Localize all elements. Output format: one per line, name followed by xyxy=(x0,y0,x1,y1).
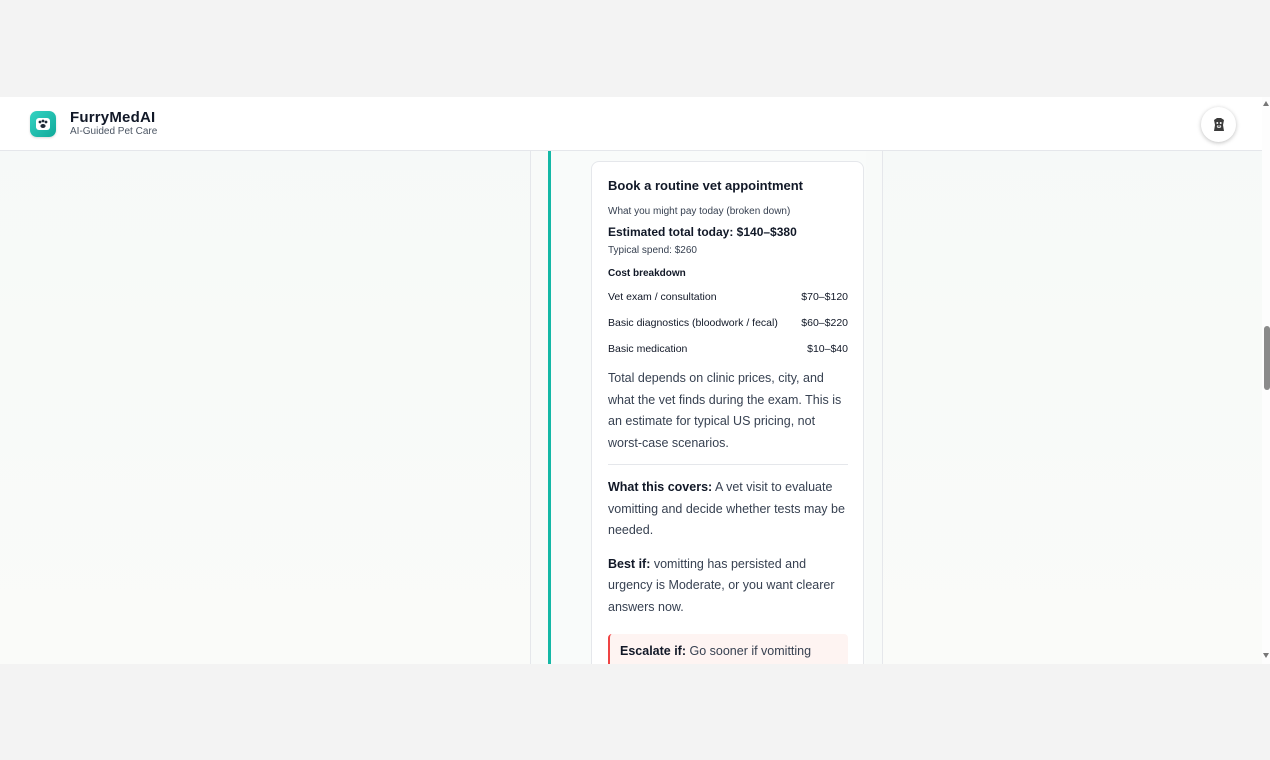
escalate-label: Escalate if: xyxy=(620,644,687,658)
vertical-scrollbar[interactable] xyxy=(1262,97,1270,664)
scrollbar-thumb[interactable] xyxy=(1264,326,1270,390)
escalate-text: Go sooner if vomitting xyxy=(686,644,812,658)
breakdown-label: Basic medication xyxy=(608,343,688,355)
breakdown-row xyxy=(608,317,848,329)
assistant-message xyxy=(548,151,866,664)
app-name: FurryMedAI xyxy=(70,108,156,126)
best-if-text: vomitting has persisted and urgency is Moderate, or you want clearer answers now. xyxy=(608,556,835,614)
option-title: Book a routine vet appointment xyxy=(608,178,804,193)
brand-block[interactable] xyxy=(70,110,157,138)
scroll-down-arrow-icon[interactable] xyxy=(1263,653,1269,658)
breakdown-price: $10–$40 xyxy=(807,343,848,355)
dog-avatar-icon[interactable] xyxy=(1201,107,1236,142)
app-viewport xyxy=(0,97,1270,664)
breakdown-label: Vet exam / consultation xyxy=(608,291,717,303)
paw-logo-icon[interactable] xyxy=(30,111,56,137)
breakdown-row xyxy=(608,343,848,355)
escalate-callout xyxy=(608,634,848,664)
divider xyxy=(608,464,848,465)
covers-text: A vet visit to evaluate vomitting and decide whether tests may be needed. xyxy=(608,480,845,537)
breakdown-heading: Cost breakdown xyxy=(608,268,686,279)
breakdown-price: $70–$120 xyxy=(801,291,848,303)
top-navigation-bar xyxy=(0,97,1262,151)
covers-label: What this covers: xyxy=(608,480,713,494)
chat-column xyxy=(530,151,883,664)
scroll-up-arrow-icon[interactable] xyxy=(1263,101,1269,106)
breakdown-label: Basic diagnostics (bloodwork / fecal) xyxy=(608,317,778,329)
covers-paragraph xyxy=(608,477,848,542)
app-tagline: AI-Guided Pet Care xyxy=(70,125,158,137)
estimated-total: Estimated total today: $140–$380 xyxy=(608,225,797,239)
breakdown-row xyxy=(608,291,848,303)
cost-subtitle: What you might pay today (broken down) xyxy=(608,206,791,217)
option-card xyxy=(591,161,864,664)
best-if-label: Best if: xyxy=(608,556,651,571)
typical-spend: Typical spend: $260 xyxy=(608,245,697,256)
best-if-paragraph xyxy=(608,554,848,619)
estimate-note: Total depends on clinic prices, city, and what the vet finds during the exam. This is an estimate for typical US pricing, not worst-case scenarios. xyxy=(608,371,842,450)
breakdown-price: $60–$220 xyxy=(801,317,848,329)
